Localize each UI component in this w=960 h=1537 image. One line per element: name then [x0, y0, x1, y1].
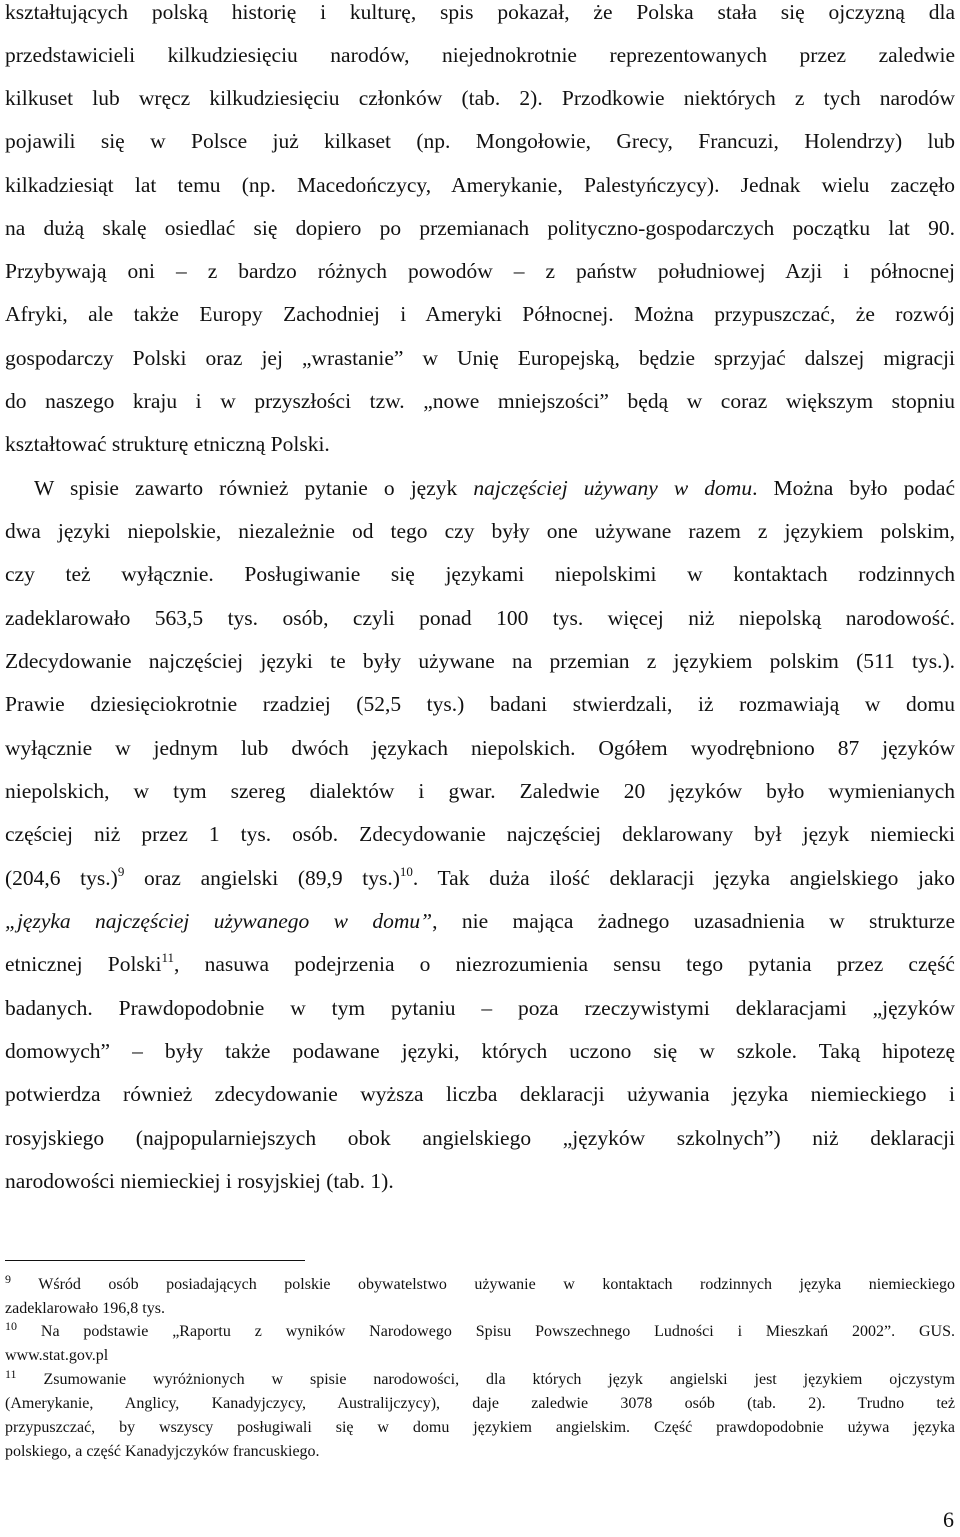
text-line: potwierdza również zdecydowanie wyższa liczba deklaracji używania języka niemieckiego i — [5, 1082, 955, 1106]
footnote-line: przypuszczać, by wszyscy posługiwali się w domu językiem angielskim. Część prawdopodobnie używa języka — [5, 1419, 955, 1436]
text-line — [34, 474, 955, 502]
text-span: , nasuwa podejrzenia o niezrozumienia sensu tego pytania przez część — [174, 952, 955, 976]
text-line: do naszego kraju i w przyszłości tzw. „nowe mniejszości” będą w coraz większym stopniu — [5, 389, 955, 413]
text-line: pojawili się w Polsce już kilkaset (np. Mongołowie, Grecy, Francuzi, Holendrzy) lub — [5, 129, 955, 153]
text-line: domowych” – były także podawane języki, których uczono się w szkole. Taką hipotezę — [5, 1039, 955, 1063]
text-line: zadeklarowało 563,5 tys. osób, czyli ponad 100 tys. więcej niż niepolską narodowość. — [5, 606, 955, 630]
text-span: oraz angielski (89,9 tys.) — [124, 866, 400, 890]
footnote-url[interactable]: www.stat.gov.pl — [5, 1347, 109, 1364]
italic-phrase: „języka najczęściej używanego w domu” — [5, 909, 433, 933]
text-line: narodowości niemieckiej i rosyjskiej (tab. 1). — [5, 1169, 394, 1193]
footnote-number: 10 — [5, 1319, 17, 1333]
text-line: na dużą skalę osiedlać się dopiero po przemianach polityczno-gospodarczych początku lat 90. — [5, 216, 955, 240]
footnote-ref: 10 — [399, 864, 413, 879]
footnote-line: zadeklarowało 196,8 tys. — [5, 1300, 165, 1317]
footnote-10 — [5, 1321, 955, 1342]
text-line: Zdecydowanie najczęściej języki te były używane na przemian z językiem polskim (511 tys.). — [5, 649, 955, 673]
text-span: , nie mająca żadnego uzasadnienia w strukturze — [432, 909, 955, 933]
text-line: niepolskich, w tym szereg dialektów i gwar. Zaledwie 20 języków było wymienianych — [5, 779, 955, 803]
footnote-text: Na podstawie „Raportu z wyników Narodowego Spisu Powszechnego Ludności i Mieszkań 2002”. GUS. — [40, 1323, 956, 1340]
text-line: Afryki, ale także Europy Zachodniej i Ameryki Północnej. Można przypuszczać, że rozwój — [5, 302, 955, 326]
text-line: gospodarczy Polski oraz jej „wrastanie” w Unię Europejską, będzie sprzyjać dalszej migracji — [5, 346, 955, 370]
text-line: czy też wyłącznie. Posługiwanie się językami niepolskimi w kontaktach rodzinnych — [5, 562, 955, 586]
text-line — [5, 907, 955, 935]
text-span: (204,6 tys.) — [5, 866, 118, 890]
footnote-text: Wśród osób posiadających polskie obywatelstwo używanie w kontaktach rodzinnych języka niemieckiego — [38, 1276, 955, 1293]
footnote-ref: 9 — [117, 864, 125, 879]
text-line: Prawie dziesięciokrotnie rzadziej (52,5 tys.) badani stwierdzali, iż rozmawiają w domu — [5, 692, 955, 716]
footnote-text: Zsumowanie wyróżnionych w spisie narodowości, dla których język angielski jest językiem ojczystym — [43, 1371, 955, 1388]
text-line: dwa języki niepolskie, niezależnie od tego czy były one używane razem z językiem polskim, — [5, 519, 955, 543]
footnote-number: 9 — [5, 1272, 11, 1286]
text-span: . Można było podać — [752, 476, 955, 500]
text-line: wyłącznie w jednym lub dwóch językach niepolskich. Ogółem wyodrębniono 87 języków — [5, 736, 955, 760]
text-line: kilkadziesiąt lat temu (np. Macedończycy, Amerykanie, Palestyńczycy). Jednak wielu zaczęło — [5, 173, 955, 197]
text-line: badanych. Prawdopodobnie w tym pytaniu – poza rzeczywistymi deklaracjami „języków — [5, 996, 955, 1020]
text-line: kilkuset lub wręcz kilkudziesięciu członków (tab. 2). Przodkowie niektórych z tych narodów — [5, 86, 955, 110]
text-line: przedstawicieli kilkudziesięciu narodów, niejednokrotnie reprezentowanych przez zaledwie — [5, 43, 955, 67]
text-line: kształtujących polską historię i kulturę, spis pokazał, że Polska stała się ojczyzną dla — [5, 0, 955, 24]
footnote-ref: 11 — [161, 950, 175, 965]
italic-phrase: najczęściej używany w domu — [473, 476, 753, 500]
text-line: Przybywają oni – z bardzo różnych powodów – z państw południowej Azji i północnej — [5, 259, 955, 283]
footnote-11 — [5, 1369, 955, 1390]
text-line — [5, 950, 955, 978]
footnote-separator — [5, 1260, 305, 1261]
page-number: 6 — [943, 1507, 954, 1532]
text-line: częściej niż przez 1 tys. osób. Zdecydowanie najczęściej deklarowany był język niemiecki — [5, 822, 955, 846]
text-span: etnicznej Polski — [5, 952, 162, 976]
footnote-line: (Amerykanie, Anglicy, Kanadyjczycy, Australijczycy), daje zaledwie 3078 osób (tab. 2). Trudno też — [5, 1395, 955, 1412]
footnote-9 — [5, 1274, 955, 1295]
footnote-line: polskiego, a część Kanadyjczyków francuskiego. — [5, 1443, 320, 1460]
text-span: W spisie zawarto również pytanie o język — [34, 476, 474, 500]
text-line: kształtować strukturę etniczną Polski. — [5, 432, 330, 456]
text-line: rosyjskiego (najpopularniejszych obok angielskiego „języków szkolnych”) niż deklaracji — [5, 1126, 955, 1150]
text-line — [5, 864, 955, 892]
footnote-number: 11 — [5, 1367, 17, 1381]
text-span: . Tak duża ilość deklaracji języka angielskiego jako — [412, 866, 956, 890]
